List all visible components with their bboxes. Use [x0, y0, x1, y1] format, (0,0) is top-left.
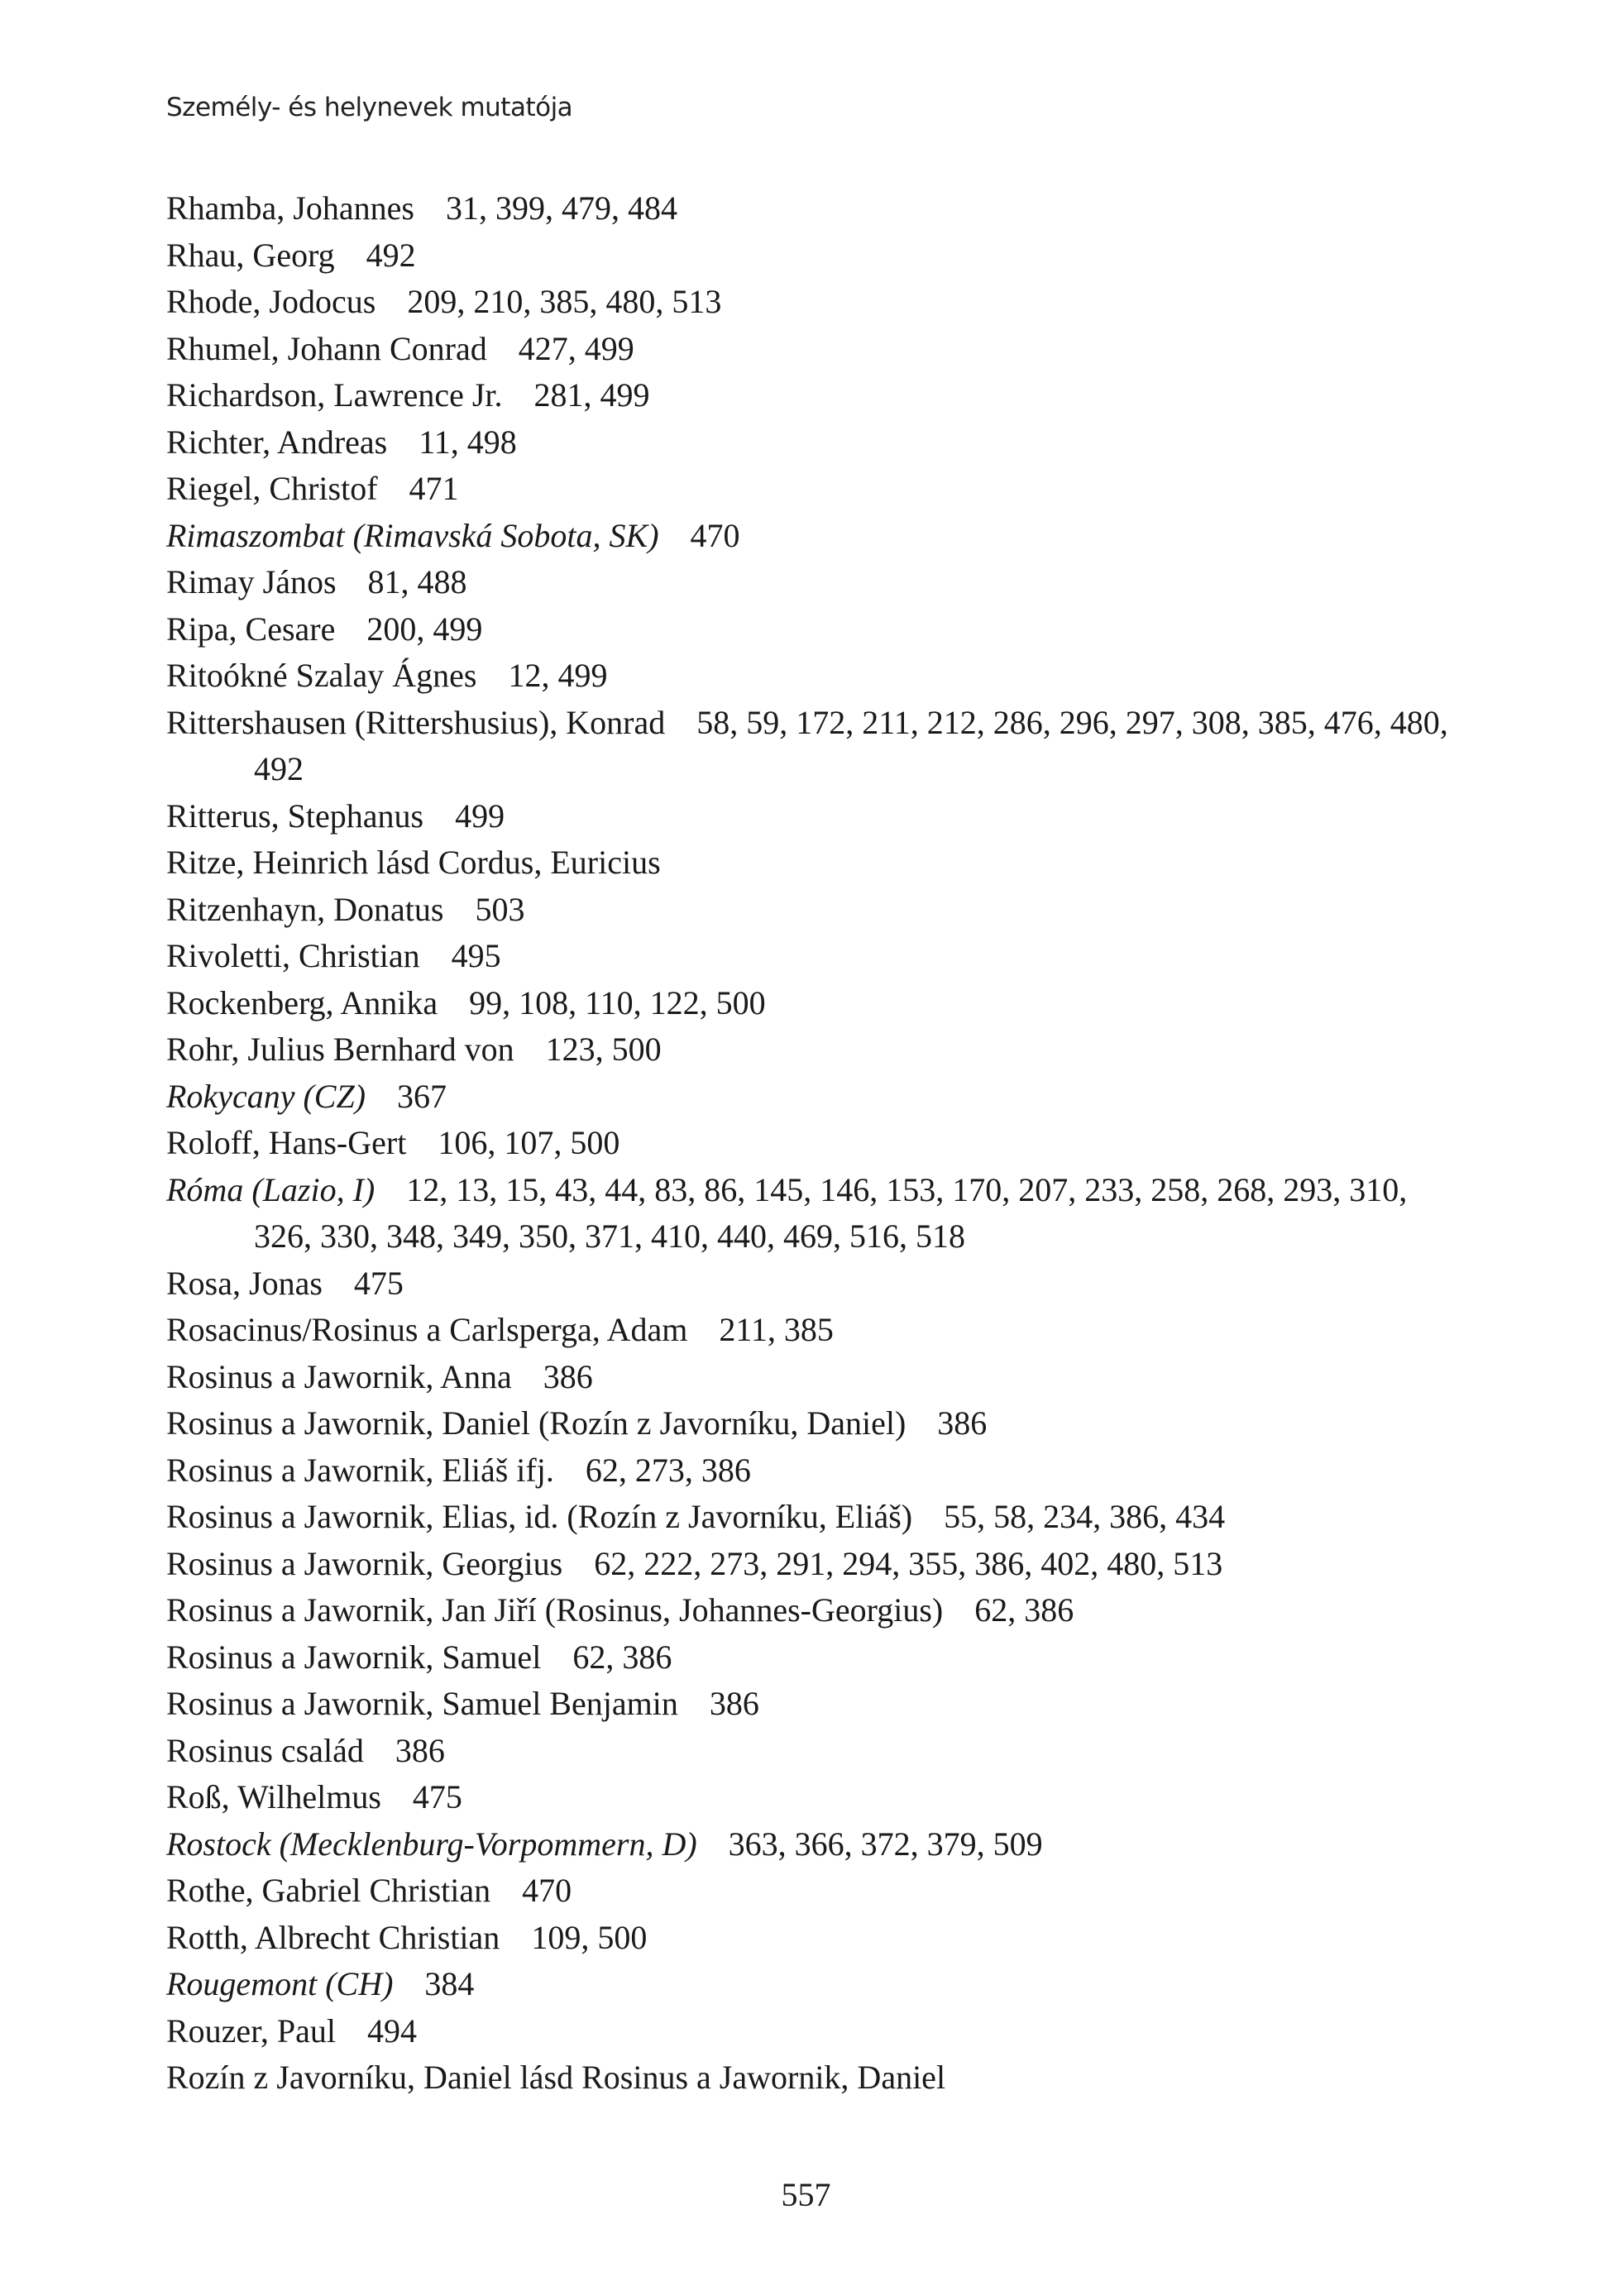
person-name: Rosinus család [166, 1731, 364, 1769]
index-entry [166, 1400, 1457, 1447]
page-references: 386 [395, 1731, 445, 1769]
page-references: 12, 13, 15, 43, 44, 83, 86, 145, 146, 153, 170, 207, 233, 258, 268, 293, 310, 326, 330, 348, 349, 350, 371, 410, 440, 469, 516, 518 [254, 1170, 1408, 1255]
person-name: Roß, Wilhelmus [166, 1778, 381, 1815]
page-references: 386 [937, 1404, 988, 1442]
person-name: Rittershausen (Rittershusius), Konrad [166, 703, 666, 741]
page-references: 81, 488 [367, 563, 467, 600]
index-entry [166, 1961, 1457, 2008]
index-entry [166, 513, 1457, 560]
index-entry [166, 933, 1457, 980]
person-name: Rosinus a Jawornik, Daniel (Rozín z Javorníku, Daniel) [166, 1404, 906, 1442]
index-entry [166, 653, 1457, 700]
index-entry [166, 185, 1457, 232]
place-name: Róma (Lazio, I) [166, 1170, 375, 1208]
page-references: 475 [412, 1778, 462, 1815]
person-name: Rhode, Jodocus [166, 283, 376, 320]
person-name: Rockenberg, Annika [166, 983, 438, 1021]
page-references: 109, 500 [531, 1918, 648, 1956]
index-entry [166, 1821, 1457, 1868]
person-name: Ritze, Heinrich lásd Cordus, Euricius [166, 844, 661, 881]
person-name: Rhau, Georg [166, 236, 335, 274]
person-name: Rivoletti, Christian [166, 937, 420, 974]
index-entry [166, 466, 1457, 513]
index-entry [166, 1494, 1457, 1541]
index-entry [166, 1681, 1457, 1728]
running-head: Személy- és helynevek mutatója [166, 93, 573, 122]
index-entry [166, 1167, 1457, 1260]
index-entry [166, 419, 1457, 466]
page-references: 471 [409, 470, 459, 507]
page-references: 58, 59, 172, 211, 212, 286, 296, 297, 308, 385, 476, 480, 492 [254, 703, 1448, 787]
page-references: 106, 107, 500 [438, 1124, 620, 1161]
page-references: 492 [366, 236, 416, 274]
page-references: 384 [424, 1965, 475, 2002]
index-entry [166, 1354, 1457, 1401]
page-references: 475 [353, 1264, 404, 1302]
person-name: Rosinus a Jawornik, Anna [166, 1357, 512, 1395]
index-entry [166, 2054, 1457, 2102]
page-references: 363, 366, 372, 379, 509 [728, 1825, 1043, 1863]
person-name: Rosa, Jonas [166, 1264, 323, 1302]
person-name: Rotth, Albrecht Christian [166, 1918, 500, 1956]
index-entry [166, 2008, 1457, 2055]
page-references: 62, 386 [974, 1591, 1074, 1629]
index-entry [166, 232, 1457, 280]
person-name: Rosinus a Jawornik, Samuel [166, 1638, 542, 1676]
index-entry [166, 1074, 1457, 1121]
person-name: Ritterus, Stephanus [166, 796, 424, 835]
person-name: Rhamba, Johannes [166, 189, 414, 227]
place-name: Rougemont (CH) [166, 1965, 394, 2002]
page-references: 62, 273, 386 [585, 1451, 751, 1489]
person-name: Rosinus a Jawornik, Georgius [166, 1544, 563, 1582]
person-name: Riegel, Christof [166, 470, 378, 507]
person-name: Ripa, Cesare [166, 610, 336, 648]
index-entry [166, 700, 1457, 793]
person-name: Rohr, Julius Bernhard von [166, 1031, 514, 1068]
index-entry [166, 1447, 1457, 1495]
person-name: Rouzer, Paul [166, 2011, 337, 2050]
page-references: 503 [475, 890, 525, 928]
index-entry [166, 606, 1457, 653]
place-name: Rimaszombat (Rimavská Sobota, SK) [166, 516, 659, 554]
index-entry [166, 1541, 1457, 1588]
page-references: 62, 222, 273, 291, 294, 355, 386, 402, 480, 513 [594, 1544, 1223, 1582]
person-name: Rosinus a Jawornik, Jan Jiří (Rosinus, Johannes-Georgius) [166, 1591, 944, 1629]
index-entry [166, 326, 1457, 373]
index-list [166, 185, 1457, 2102]
place-name: Rostock (Mecklenburg-Vorpommern, D) [166, 1825, 697, 1863]
page-references: 367 [397, 1077, 447, 1115]
page-references: 386 [543, 1357, 593, 1395]
index-entry [166, 839, 1457, 887]
index-entry [166, 1120, 1457, 1167]
page-references: 62, 386 [572, 1638, 672, 1676]
index-entry [166, 980, 1457, 1027]
page-number: 557 [781, 2176, 831, 2213]
page-references: 281, 499 [533, 376, 650, 414]
index-entry [166, 1915, 1457, 1962]
page-references: 31, 399, 479, 484 [445, 189, 677, 227]
person-name: Roloff, Hans-Gert [166, 1124, 407, 1161]
page-references: 494 [367, 2011, 418, 2050]
person-name: Rothe, Gabriel Christian [166, 1872, 491, 1909]
person-name: Rozín z Javorníku, Daniel lásd Rosinus a Jawornik, Daniel [166, 2059, 946, 2096]
person-name: Ritzenhayn, Donatus [166, 890, 444, 928]
person-name: Rosinus a Jawornik, Samuel Benjamin [166, 1685, 678, 1722]
index-entry [166, 793, 1457, 840]
page-references: 123, 500 [545, 1031, 662, 1068]
person-name: Richardson, Lawrence Jr. [166, 376, 503, 414]
page-references: 499 [455, 796, 505, 835]
page-references: 470 [690, 516, 740, 554]
index-entry [166, 1260, 1457, 1308]
page-references: 12, 499 [508, 657, 608, 694]
person-name: Richter, Andreas [166, 423, 388, 461]
page-references: 99, 108, 110, 122, 500 [469, 983, 766, 1021]
page-references: 209, 210, 385, 480, 513 [407, 283, 722, 320]
page-references: 211, 385 [719, 1311, 834, 1348]
index-entry [166, 1307, 1457, 1354]
person-name: Rimay János [166, 563, 337, 600]
index-entry [166, 1868, 1457, 1915]
index-entry [166, 1587, 1457, 1634]
index-entry [166, 559, 1457, 606]
person-name: Rhumel, Johann Conrad [166, 329, 487, 367]
index-entry [166, 1026, 1457, 1074]
index-entry [166, 887, 1457, 934]
page-references: 55, 58, 234, 386, 434 [944, 1498, 1226, 1535]
page-references: 470 [522, 1872, 572, 1909]
page-references: 495 [451, 937, 501, 974]
page-references: 200, 499 [366, 610, 483, 648]
index-entry [166, 279, 1457, 326]
index-entry [166, 1634, 1457, 1681]
person-name: Ritoókné Szalay Ágnes [166, 657, 477, 694]
person-name: Rosinus a Jawornik, Eliáš ifj. [166, 1451, 554, 1489]
page-references: 386 [709, 1685, 759, 1722]
index-entry [166, 1774, 1457, 1821]
index-entry [166, 1728, 1457, 1775]
person-name: Rosacinus/Rosinus a Carlsperga, Adam [166, 1311, 688, 1348]
place-name: Rokycany (CZ) [166, 1077, 366, 1115]
index-entry [166, 372, 1457, 419]
person-name: Rosinus a Jawornik, Elias, id. (Rozín z Javorníku, Eliáš) [166, 1498, 913, 1535]
page-references: 11, 498 [419, 423, 517, 461]
page-references: 427, 499 [518, 329, 634, 367]
